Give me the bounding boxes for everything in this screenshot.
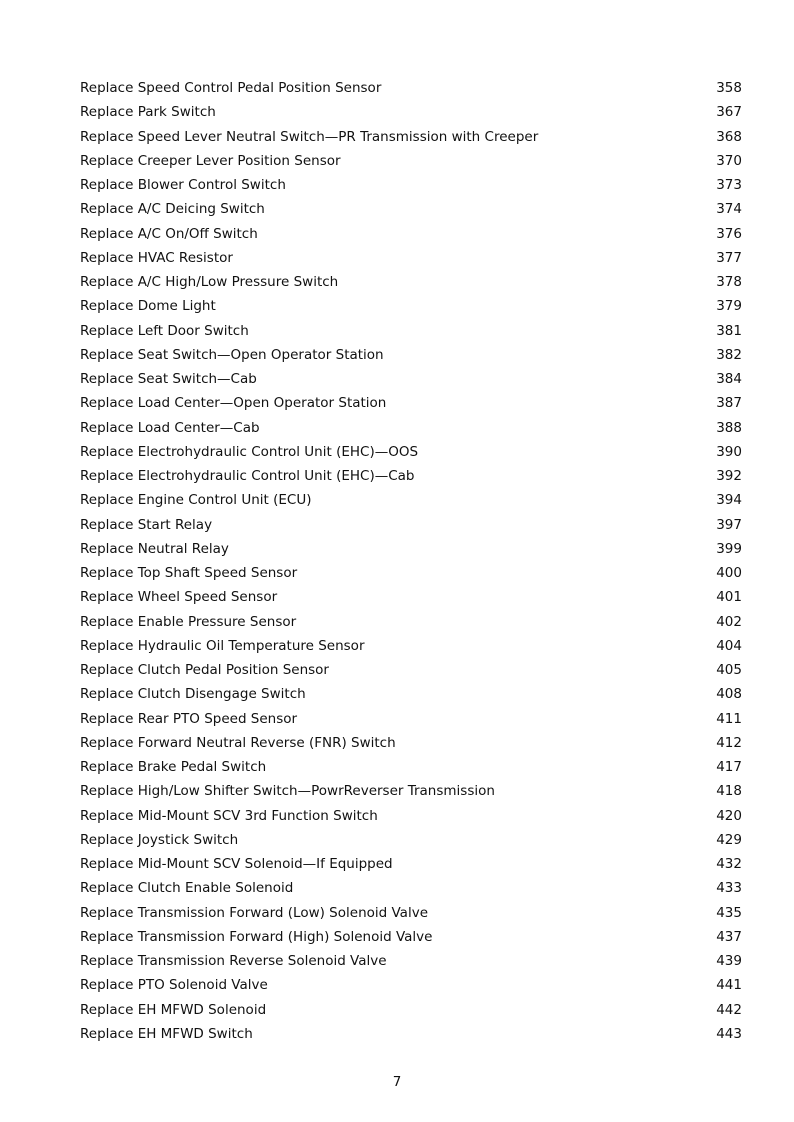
toc-entry-title: Replace Electrohydraulic Control Unit (EHC)—Cab (80, 468, 415, 485)
toc-entry-page: 367 (716, 104, 742, 121)
toc-entry-title: Replace Engine Control Unit (ECU) (80, 492, 312, 509)
toc-entry[interactable] (80, 949, 742, 973)
toc-entry-page: 418 (716, 783, 742, 800)
toc-entry-page: 358 (716, 80, 742, 97)
toc-entry[interactable] (80, 634, 742, 658)
toc-entry-page: 443 (716, 1025, 742, 1042)
toc-entry-page: 439 (716, 953, 742, 970)
toc-entry[interactable] (80, 610, 742, 634)
toc-entry-title: Replace High/Low Shifter Switch—PowrReverser Transmission (80, 783, 495, 800)
toc-entry[interactable] (80, 294, 742, 318)
toc-entry-title: Replace Wheel Speed Sensor (80, 589, 278, 606)
toc-entry-title: Replace Brake Pedal Switch (80, 759, 267, 776)
toc-entry[interactable] (80, 585, 742, 609)
toc-entry-title: Replace A/C On/Off Switch (80, 225, 258, 242)
toc-entry[interactable] (80, 149, 742, 173)
toc-entry[interactable] (80, 755, 742, 779)
toc-entry-title: Replace HVAC Resistor (80, 249, 233, 266)
table-of-contents (80, 76, 742, 1046)
toc-entry[interactable] (80, 222, 742, 246)
toc-entry-page: 374 (716, 201, 742, 218)
toc-entry-title: Replace Electrohydraulic Control Unit (EHC)—OOS (80, 443, 419, 460)
toc-entry[interactable] (80, 197, 742, 221)
toc-entry[interactable] (80, 391, 742, 415)
toc-entry-page: 384 (716, 371, 742, 388)
toc-entry[interactable] (80, 1022, 742, 1046)
toc-entry-page: 368 (716, 128, 742, 145)
toc-entry-title: Replace Neutral Relay (80, 540, 229, 557)
toc-entry-page: 401 (716, 589, 742, 606)
toc-entry-page: 404 (716, 637, 742, 654)
toc-entry-page: 408 (716, 686, 742, 703)
toc-entry-page: 394 (716, 492, 742, 509)
toc-entry-page: 411 (716, 710, 742, 727)
toc-entry-title: Replace Enable Pressure Sensor (80, 613, 297, 630)
toc-entry-title: Replace Load Center—Cab (80, 419, 260, 436)
toc-entry-title: Replace Transmission Forward (High) Solenoid Valve (80, 928, 433, 945)
toc-entry[interactable] (80, 973, 742, 997)
toc-entry-page: 429 (716, 831, 742, 848)
toc-entry-title: Replace Mid-Mount SCV 3rd Function Switch (80, 807, 378, 824)
toc-entry-page: 437 (716, 928, 742, 945)
toc-entry[interactable] (80, 440, 742, 464)
toc-entry-page: 388 (716, 419, 742, 436)
toc-entry-page: 417 (716, 759, 742, 776)
toc-entry-title: Replace Seat Switch—Cab (80, 371, 257, 388)
toc-entry-page: 376 (716, 225, 742, 242)
toc-entry-page: 370 (716, 152, 742, 169)
toc-entry-page: 381 (716, 322, 742, 339)
toc-entry-title: Replace Seat Switch—Open Operator Station (80, 346, 384, 363)
toc-entry-title: Replace A/C High/Low Pressure Switch (80, 274, 339, 291)
toc-entry[interactable] (80, 876, 742, 900)
toc-entry-page: 373 (716, 177, 742, 194)
toc-entry-page: 442 (716, 1001, 742, 1018)
toc-entry-page: 378 (716, 274, 742, 291)
toc-entry-page: 400 (716, 565, 742, 582)
toc-entry[interactable] (80, 998, 742, 1022)
toc-entry-page: 433 (716, 880, 742, 897)
toc-entry-title: Replace Speed Control Pedal Position Sensor (80, 80, 382, 97)
toc-entry[interactable] (80, 76, 742, 100)
toc-entry-title: Replace Hydraulic Oil Temperature Sensor (80, 637, 365, 654)
toc-entry[interactable] (80, 682, 742, 706)
toc-entry[interactable] (80, 901, 742, 925)
page-number: 7 (392, 1074, 402, 1090)
toc-entry-title: Replace Transmission Reverse Solenoid Valve (80, 953, 387, 970)
toc-entry-title: Replace Top Shaft Speed Sensor (80, 565, 298, 582)
toc-entry[interactable] (80, 173, 742, 197)
toc-entry[interactable] (80, 416, 742, 440)
toc-entry[interactable] (80, 100, 742, 124)
toc-entry-page: 382 (716, 346, 742, 363)
toc-entry-page: 377 (716, 249, 742, 266)
toc-entry-page: 432 (716, 856, 742, 873)
toc-entry-page: 379 (716, 298, 742, 315)
toc-entry-page: 390 (716, 443, 742, 460)
toc-entry-page: 420 (716, 807, 742, 824)
toc-entry[interactable] (80, 319, 742, 343)
toc-entry-title: Replace Joystick Switch (80, 831, 239, 848)
toc-entry[interactable] (80, 343, 742, 367)
toc-entry[interactable] (80, 537, 742, 561)
toc-entry-title: Replace Clutch Enable Solenoid (80, 880, 294, 897)
toc-entry-title: Replace EH MFWD Switch (80, 1025, 253, 1042)
toc-entry[interactable] (80, 779, 742, 803)
toc-entry[interactable] (80, 246, 742, 270)
toc-entry-title: Replace Transmission Forward (Low) Solenoid Valve (80, 904, 429, 921)
toc-entry-page: 397 (716, 516, 742, 533)
toc-entry-title: Replace Load Center—Open Operator Station (80, 395, 387, 412)
toc-entry-page: 387 (716, 395, 742, 412)
toc-entry[interactable] (80, 804, 742, 828)
toc-entry[interactable] (80, 125, 742, 149)
toc-entry-title: Replace Rear PTO Speed Sensor (80, 710, 298, 727)
toc-entry[interactable] (80, 852, 742, 876)
toc-entry-title: Replace Clutch Disengage Switch (80, 686, 306, 703)
toc-entry-page: 405 (716, 662, 742, 679)
toc-entry[interactable] (80, 270, 742, 294)
toc-entry-title: Replace Park Switch (80, 104, 216, 121)
toc-entry[interactable] (80, 925, 742, 949)
toc-entry[interactable] (80, 707, 742, 731)
toc-entry-title: Replace Left Door Switch (80, 322, 249, 339)
toc-entry[interactable] (80, 658, 742, 682)
toc-entry[interactable] (80, 731, 742, 755)
toc-entry-page: 399 (716, 540, 742, 557)
toc-entry-title: Replace Speed Lever Neutral Switch—PR Transmission with Creeper (80, 128, 539, 145)
toc-entry-title: Replace Creeper Lever Position Sensor (80, 152, 341, 169)
toc-entry[interactable] (80, 828, 742, 852)
toc-entry-title: Replace Start Relay (80, 516, 213, 533)
toc-entry[interactable] (80, 488, 742, 512)
toc-entry-page: 441 (716, 977, 742, 994)
toc-entry-title: Replace EH MFWD Solenoid (80, 1001, 267, 1018)
toc-entry-page: 435 (716, 904, 742, 921)
toc-entry-title: Replace Clutch Pedal Position Sensor (80, 662, 329, 679)
toc-entry[interactable] (80, 464, 742, 488)
toc-entry-title: Replace Forward Neutral Reverse (FNR) Switch (80, 734, 396, 751)
toc-entry-page: 392 (716, 468, 742, 485)
toc-entry[interactable] (80, 561, 742, 585)
toc-entry-title: Replace Blower Control Switch (80, 177, 286, 194)
toc-entry[interactable] (80, 367, 742, 391)
toc-entry-title: Replace Dome Light (80, 298, 216, 315)
toc-entry-page: 412 (716, 734, 742, 751)
toc-entry-title: Replace A/C Deicing Switch (80, 201, 265, 218)
toc-entry-title: Replace Mid-Mount SCV Solenoid—If Equipped (80, 856, 393, 873)
toc-entry-page: 402 (716, 613, 742, 630)
toc-entry[interactable] (80, 513, 742, 537)
toc-entry-title: Replace PTO Solenoid Valve (80, 977, 268, 994)
